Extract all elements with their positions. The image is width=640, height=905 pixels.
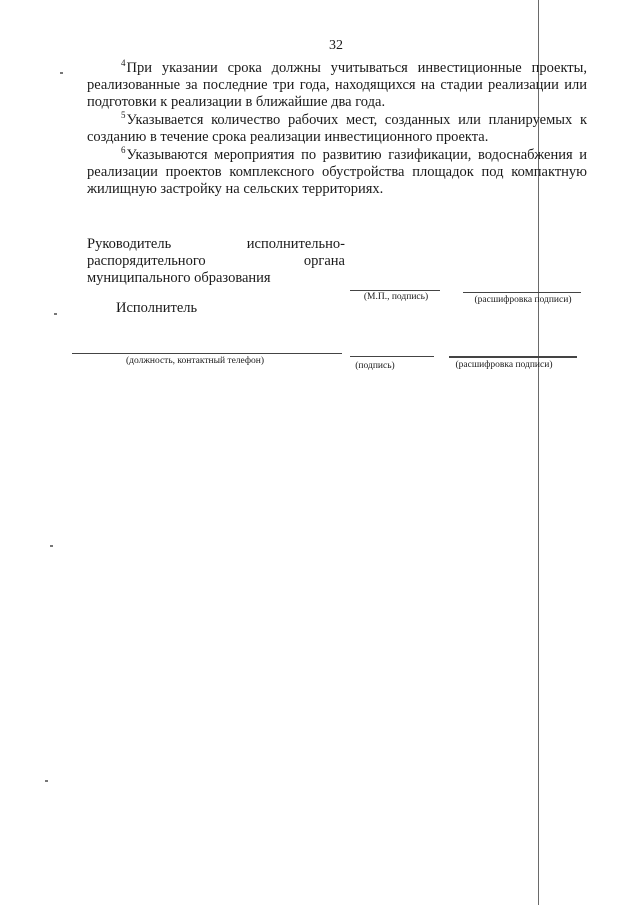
scan-speck [45, 780, 48, 782]
scan-speck [54, 313, 57, 315]
performer-signature-line [350, 356, 434, 357]
footnote-6 [87, 147, 587, 198]
performer-label: Исполнитель [116, 300, 198, 316]
footnote-4 [87, 60, 587, 111]
scan-speck [60, 72, 63, 74]
performer-decoding-line [449, 356, 577, 358]
footnote-text: Указывается количество рабочих мест, созданных или планируемых к созданию в течение срока реализации инвестиционного проекта. [87, 112, 587, 145]
scan-speck [50, 545, 53, 547]
footnote-mark: 6 [121, 145, 126, 156]
head-title-line3: муниципального образования [87, 270, 271, 286]
footnote-mark: 4 [121, 58, 126, 69]
footnote-5 [87, 112, 587, 146]
footnote-text: При указании срока должны учитываться инвестиционные проекты, реализованные за последние три года, находящихся на стадии реализации или подготовки к реализации в ближайшие два года. [87, 60, 587, 110]
footnote-mark: 5 [121, 110, 126, 121]
performer-signature-caption: (подпись) [355, 361, 395, 371]
head-title-line2-right: органа [303, 253, 345, 269]
head-signature-line [350, 290, 440, 291]
head-of-authority-title [87, 236, 345, 287]
head-decoding-caption: (расшифровка подписи) [474, 295, 572, 305]
page-number: 32 [329, 38, 343, 53]
performer-position-caption: (должность, контактный телефон) [125, 356, 265, 366]
footnote-text: Указываются мероприятия по развитию газификации, водоснабжения и реализации проектов комплексного обустройства площадок под компактную жилищную застройку на сельских территориях. [87, 147, 587, 197]
head-decoding-line [463, 292, 581, 293]
head-signature-caption: (М.П., подпись) [363, 292, 429, 302]
performer-position-line [72, 353, 342, 354]
head-title-line2-left: распорядительного [87, 253, 206, 269]
head-title-line1-right: исполнительно- [246, 236, 345, 252]
head-title-line1-left: Руководитель [87, 236, 172, 252]
performer-decoding-caption: (расшифровка подписи) [455, 360, 553, 370]
